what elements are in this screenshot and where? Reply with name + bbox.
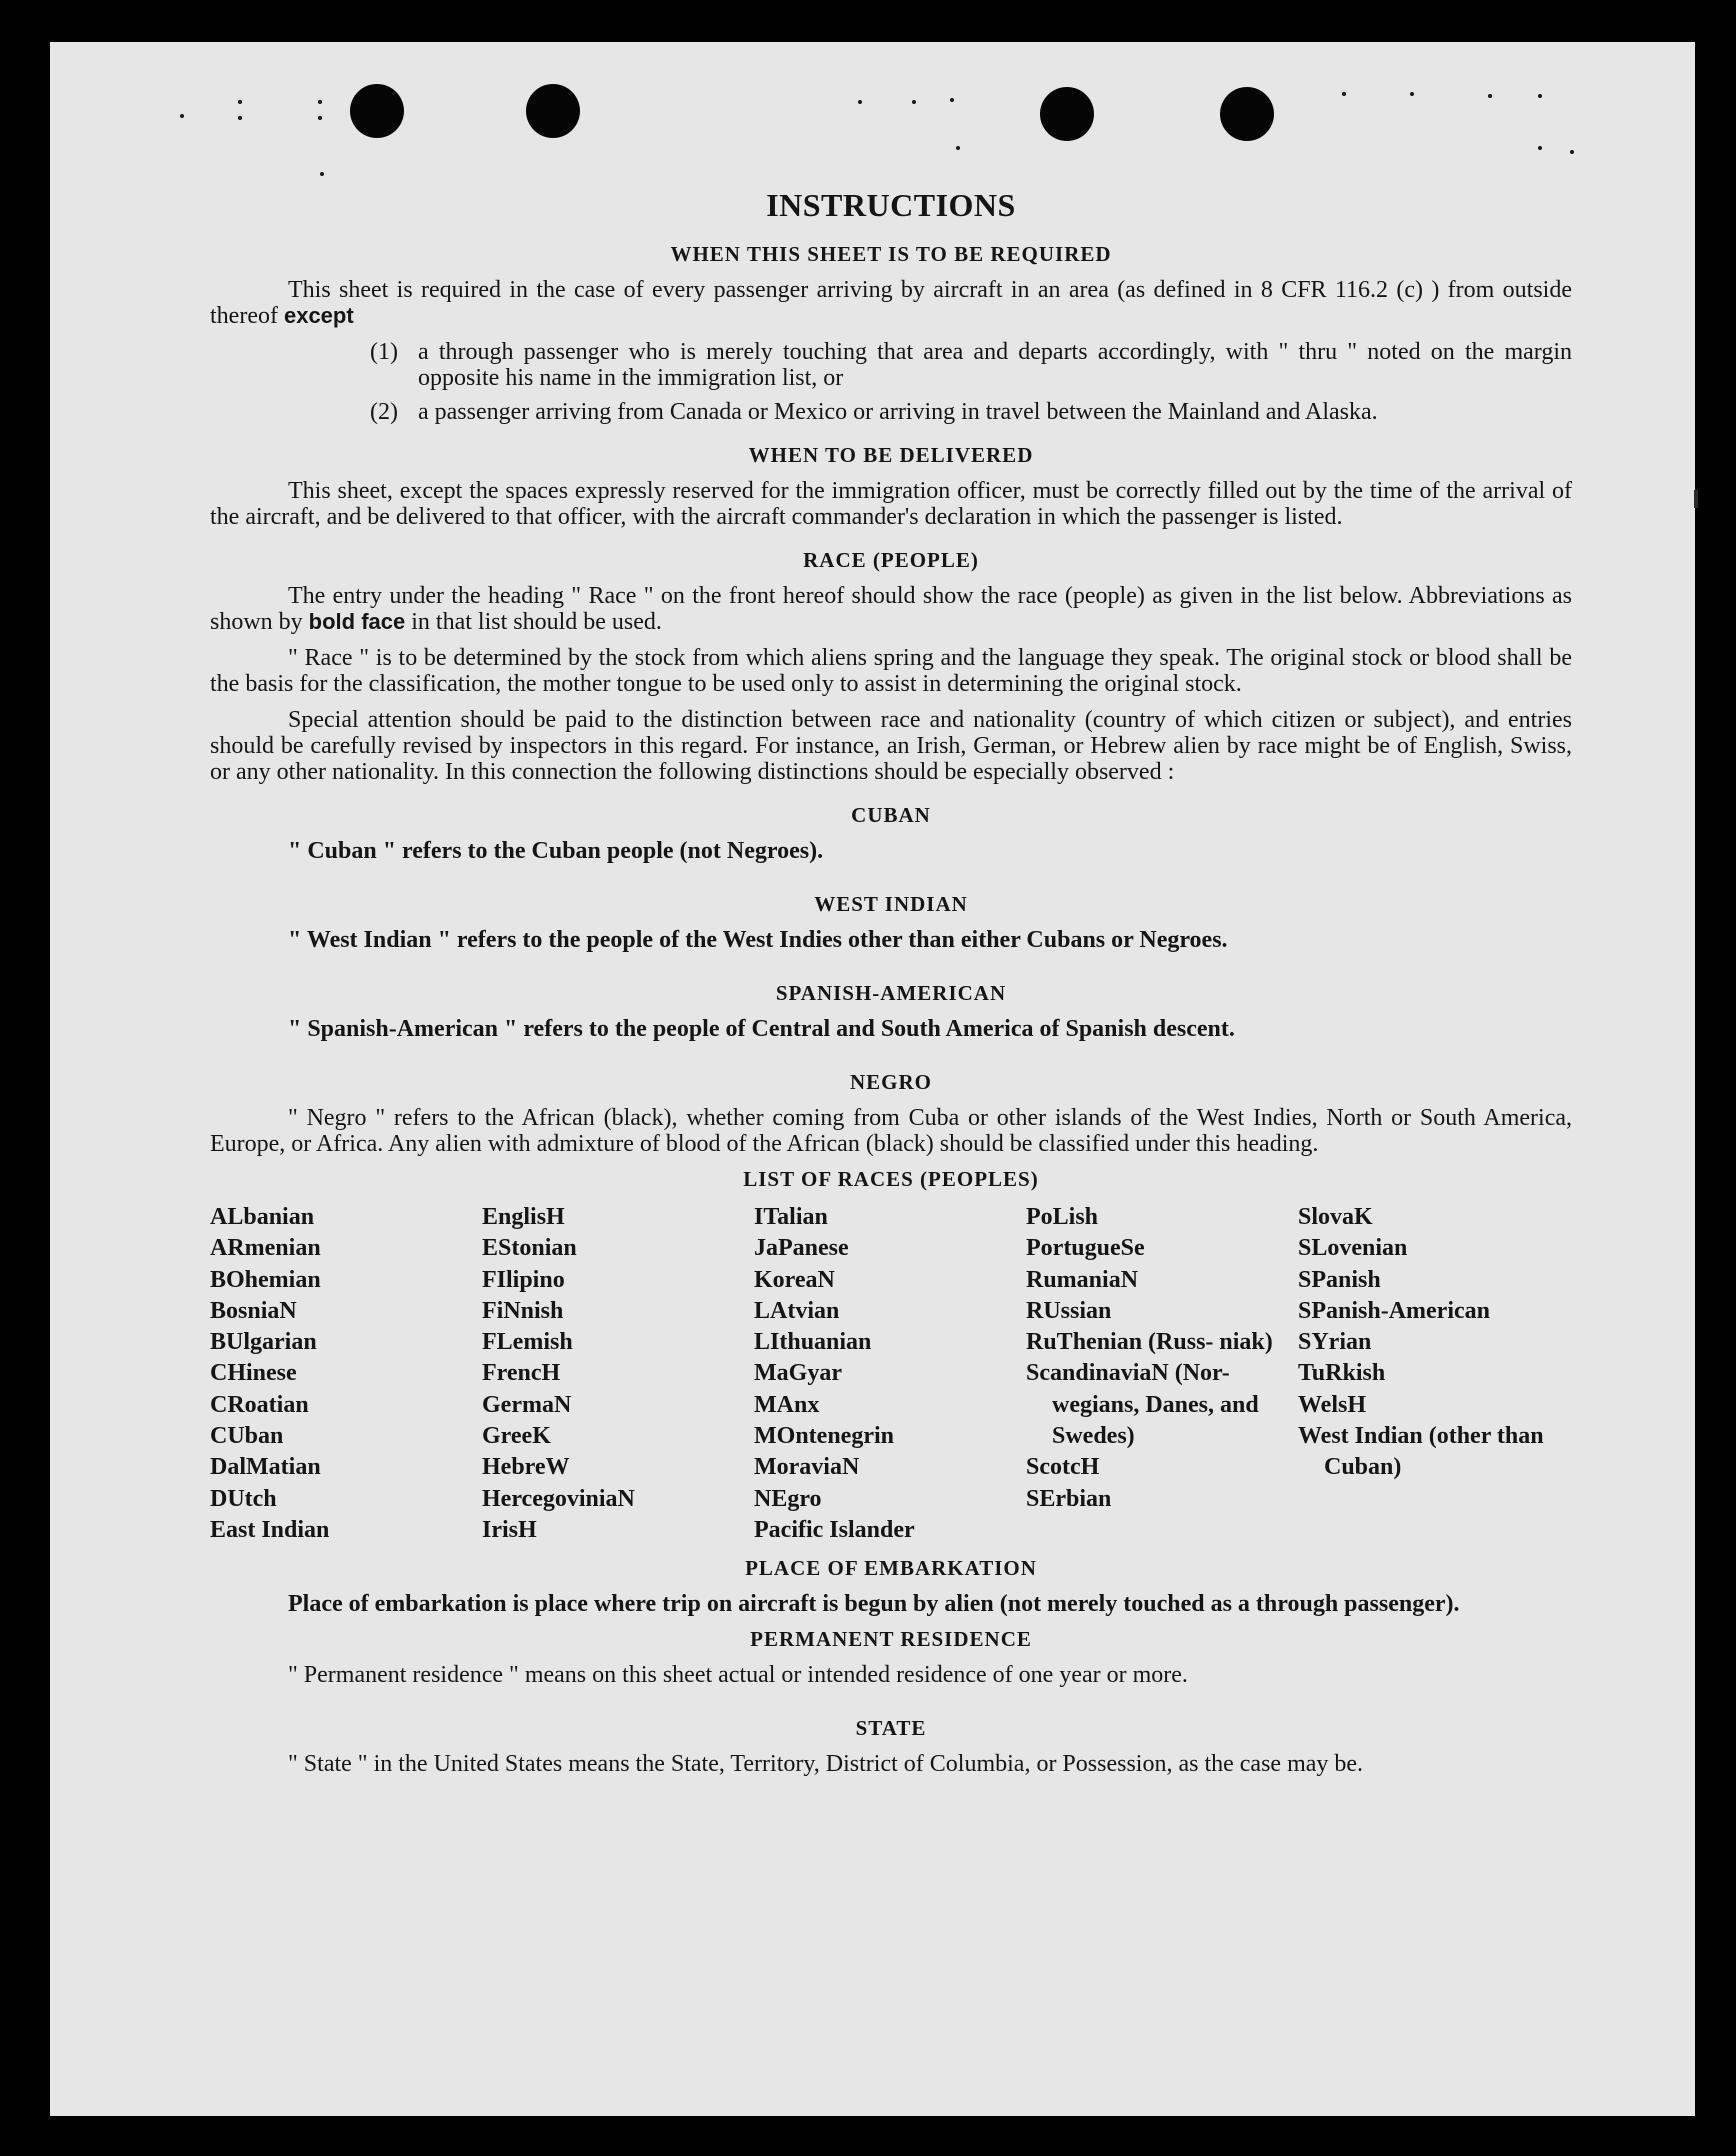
race-entry: MAnx bbox=[754, 1391, 820, 1418]
race-entry: GermaN bbox=[482, 1391, 572, 1418]
section-heading-race: RACE (PEOPLE) bbox=[803, 548, 979, 572]
race-entry: ITalian bbox=[754, 1204, 828, 1230]
race-entry: SPanish bbox=[1298, 1266, 1381, 1293]
speck bbox=[956, 146, 960, 150]
race-paragraph-1 bbox=[210, 583, 1572, 635]
speck bbox=[1538, 146, 1542, 150]
race-entry: CRoatian bbox=[210, 1391, 309, 1418]
race-entry: FrencH bbox=[482, 1360, 561, 1387]
races-column bbox=[1026, 1202, 1298, 1546]
races-list bbox=[210, 1202, 1572, 1546]
speck bbox=[180, 114, 184, 118]
race-p1-bold: bold face bbox=[308, 609, 406, 634]
required-intro bbox=[210, 277, 1572, 329]
document-page bbox=[50, 42, 1695, 2116]
speck bbox=[238, 100, 242, 104]
race-entry: PoLish bbox=[1026, 1204, 1099, 1230]
race-entry: ARmenian bbox=[210, 1235, 321, 1262]
punch-hole bbox=[350, 84, 404, 138]
race-entry: SLovenian bbox=[1298, 1235, 1408, 1262]
race-entry: MaGyar bbox=[754, 1360, 842, 1387]
race-p1-after: in that list should be used. bbox=[411, 609, 662, 635]
speck bbox=[950, 98, 954, 102]
race-entry: EnglisH bbox=[482, 1204, 565, 1230]
race-entry: East Indian bbox=[210, 1516, 330, 1543]
state-text: " State " in the United States means the State, Territory, District of Columbia, or Possession, as the case may be. bbox=[288, 1751, 1364, 1778]
section-heading-embarkation: PLACE OF EMBARKATION bbox=[745, 1556, 1037, 1581]
list-of-races-heading: LIST OF RACES (PEOPLES) bbox=[743, 1167, 1039, 1191]
residence-text: " Permanent residence " means on this sheet actual or intended residence of one year or more. bbox=[288, 1662, 1188, 1689]
speck bbox=[1410, 92, 1414, 96]
race-entry: FIlipino bbox=[482, 1266, 565, 1293]
race-entry: WelsH bbox=[1298, 1391, 1367, 1418]
races-column bbox=[1298, 1202, 1570, 1546]
race-entry: SlovaK bbox=[1298, 1204, 1373, 1230]
required-intro-bold: except bbox=[283, 303, 354, 328]
section-heading-negro: NEGRO bbox=[849, 1070, 932, 1094]
race-entry: ScandinaviaN (Nor- wegians, Danes, and Swedes) bbox=[1026, 1360, 1259, 1450]
section-heading-state: STATE bbox=[855, 1716, 927, 1741]
spanish-american-text: " Spanish-American " refers to the people of Central and South America of Spanish descent. bbox=[288, 1016, 1235, 1042]
race-entry: West Indian (other than Cuban) bbox=[1298, 1423, 1544, 1481]
section-heading-residence: PERMANENT RESIDENCE bbox=[750, 1627, 1032, 1652]
west-indian-text: " West Indian " refers to the people of the West Indies other than either Cubans or Negroes. bbox=[288, 927, 1228, 953]
race-entry: BOhemian bbox=[210, 1266, 321, 1293]
race-paragraph-2: " Race " is to be determined by the stock from which aliens spring and the language they speak. The original stock or blood shall be the basis for the classification, the mother tongue to be used only to assist in determining the original stock. bbox=[210, 645, 1572, 697]
race-entry: HebreW bbox=[482, 1454, 570, 1481]
exception-text: a through passenger who is merely touching that area and departs accordingly, with " thru " noted on the margin opposite his name in the immigration list, or bbox=[418, 339, 1572, 391]
speck bbox=[912, 100, 916, 104]
race-entry: IrisH bbox=[482, 1516, 537, 1543]
exception-number: (1) bbox=[370, 339, 398, 365]
race-entry: CHinese bbox=[210, 1360, 297, 1387]
section-heading-delivered: WHEN TO BE DELIVERED bbox=[748, 443, 1034, 467]
race-entry: HercegovinіaN bbox=[482, 1485, 635, 1512]
race-entry: SYrian bbox=[1298, 1329, 1372, 1356]
speck bbox=[858, 100, 862, 104]
embarkation-text: Place of embarkation is place where trip on aircraft is begun by alien (not merely touched as a through passenger). bbox=[288, 1591, 1460, 1618]
exception-item bbox=[370, 339, 1572, 391]
race-entry: EStonian bbox=[482, 1235, 577, 1262]
page-title: INSTRUCTIONS bbox=[766, 187, 1016, 223]
race-entry: MOntenegrin bbox=[754, 1423, 894, 1450]
speck bbox=[320, 172, 324, 176]
required-intro-text: This sheet is required in the case of every passenger arriving by aircraft in an area (as defined in 8 CFR 116.2 (c) ) from outside thereof bbox=[210, 277, 1572, 329]
section-heading-cuban: CUBAN bbox=[851, 803, 931, 827]
race-entry: KoreaN bbox=[754, 1266, 835, 1293]
exception-text: a passenger arriving from Canada or Mexico or arriving in travel between the Mainland and Alaska. bbox=[418, 399, 1378, 425]
speck bbox=[1570, 150, 1574, 154]
exception-item bbox=[370, 399, 1572, 425]
punch-hole bbox=[1040, 87, 1094, 141]
race-entry: NEgro bbox=[754, 1485, 822, 1512]
races-column bbox=[210, 1202, 482, 1546]
race-entry: ALbanian bbox=[210, 1204, 315, 1230]
delivered-text: This sheet, except the spaces expressly reserved for the immigration officer, must be correctly filled out by the time of the arrival of the aircraft, and be delivered to that officer, with the aircraft commander's declaration in which the passenger is listed. bbox=[210, 478, 1572, 530]
race-entry: CUban bbox=[210, 1423, 284, 1450]
race-entry: SPanish-American bbox=[1298, 1297, 1490, 1324]
race-paragraph-3: Special attention should be paid to the distinction between race and nationality (country of which citizen or subject), and entries should be carefully revised by inspectors in this regard. For instance, an Irish, German, or Hebrew alien by race might be of English, Swiss, or any other nationality. In this connection the following distinctions should be especially observed : bbox=[210, 707, 1572, 785]
race-entry: LAtvian bbox=[754, 1297, 840, 1324]
race-entry: SErbian bbox=[1026, 1485, 1112, 1512]
speck bbox=[318, 116, 322, 120]
punch-hole bbox=[526, 84, 580, 138]
race-entry: TuRkish bbox=[1298, 1360, 1386, 1387]
section-heading-spanish-american: SPANISH-AMERICAN bbox=[775, 981, 1007, 1005]
race-entry: RumaniaN bbox=[1026, 1266, 1139, 1293]
race-entry: DUtch bbox=[210, 1485, 277, 1512]
speck bbox=[1488, 94, 1492, 98]
speck bbox=[238, 116, 242, 120]
race-entry: FiNnish bbox=[482, 1297, 564, 1324]
race-entry: RuThenian (Russ- niak) bbox=[1026, 1329, 1273, 1356]
speck bbox=[1342, 92, 1346, 96]
races-column bbox=[754, 1202, 1026, 1546]
race-entry: Pacific Islander bbox=[754, 1516, 915, 1543]
scan-edge-mark bbox=[1694, 490, 1698, 508]
exception-number: (2) bbox=[370, 399, 398, 425]
race-entry: JaPanese bbox=[754, 1235, 849, 1262]
speck bbox=[1538, 94, 1542, 98]
section-heading-required: WHEN THIS SHEET IS TO BE REQUIRED bbox=[670, 242, 1112, 266]
race-entry: MoraviaN bbox=[754, 1454, 860, 1481]
race-entry: BUlgarian bbox=[210, 1329, 317, 1356]
speck bbox=[318, 100, 322, 104]
race-entry: ScotcH bbox=[1026, 1454, 1100, 1481]
race-entry: LIthuanian bbox=[754, 1329, 872, 1356]
race-entry: FLemish bbox=[482, 1329, 573, 1356]
race-entry: GreeK bbox=[482, 1423, 551, 1450]
race-entry: BosniaN bbox=[210, 1297, 297, 1324]
race-p1-text: The entry under the heading " Race " on the front hereof should show the race (people) as given in the list below. Abbreviations as shown by bbox=[210, 583, 1572, 635]
race-entry: DalMatian bbox=[210, 1454, 321, 1481]
races-column bbox=[482, 1202, 754, 1546]
negro-text: " Negro " refers to the African (black), whether coming from Cuba or other islands of the West Indies, North or South America, Europe, or Africa. Any alien with admixture of blood of the African (black) should be classified under this heading. bbox=[210, 1105, 1572, 1157]
instructions-content bbox=[210, 187, 1572, 1777]
race-entry: PortugueSe bbox=[1026, 1235, 1145, 1262]
cuban-text: " Cuban " refers to the Cuban people (not Negroes). bbox=[288, 838, 824, 864]
race-entry: RUssian bbox=[1026, 1297, 1112, 1324]
section-heading-west-indian: WEST INDIAN bbox=[814, 892, 968, 916]
punch-hole bbox=[1220, 87, 1274, 141]
